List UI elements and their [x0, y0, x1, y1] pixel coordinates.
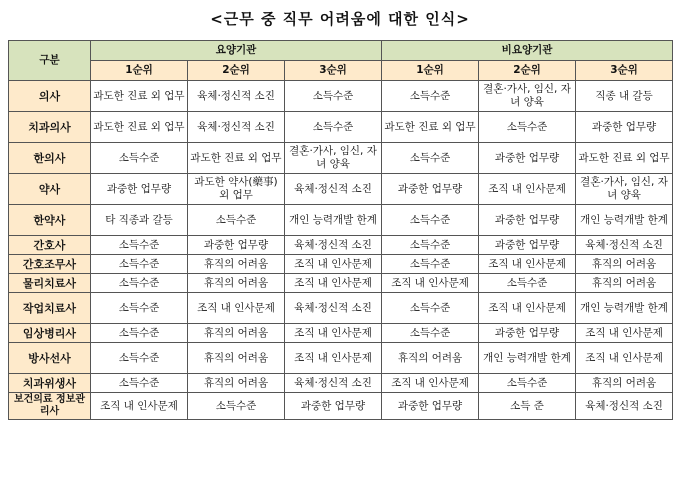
table-row	[9, 274, 673, 293]
table-cell: 결혼·가사, 임신, 자녀 양육	[576, 174, 673, 205]
table-cell: 소득수준	[382, 236, 479, 255]
table-row	[9, 174, 673, 205]
table-cell: 소득수준	[91, 374, 188, 393]
table-cell: 소득수준	[91, 324, 188, 343]
table-cell: 조직 내 인사문제	[479, 293, 576, 324]
row-label: 간호조무사	[9, 255, 91, 274]
rank-header: 2순위	[188, 61, 285, 81]
difficulty-table	[8, 40, 673, 420]
table-row	[9, 393, 673, 420]
table-cell: 소득수준	[188, 393, 285, 420]
row-label: 간호사	[9, 236, 91, 255]
table-cell: 과도한 약사(藥事) 외 업무	[188, 174, 285, 205]
table-cell: 소득수준	[91, 274, 188, 293]
table-cell: 소득수준	[91, 236, 188, 255]
table-cell: 조직 내 인사문제	[382, 374, 479, 393]
table-cell: 휴직의 어려움	[188, 324, 285, 343]
row-label: 치과위생사	[9, 374, 91, 393]
table-cell: 조직 내 인사문제	[91, 393, 188, 420]
table-cell: 육체·정신적 소진	[188, 81, 285, 112]
table-cell: 소득수준	[382, 293, 479, 324]
table-cell: 과중한 업무량	[382, 393, 479, 420]
table-cell: 소득 준	[479, 393, 576, 420]
table-cell: 과중한 업무량	[382, 174, 479, 205]
table-cell: 소득수준	[382, 205, 479, 236]
table-cell: 조직 내 인사문제	[188, 293, 285, 324]
rank-header: 1순위	[91, 61, 188, 81]
table-cell: 과도한 진료 외 업무	[576, 143, 673, 174]
table-cell: 조직 내 인사문제	[285, 274, 382, 293]
table-cell: 휴직의 어려움	[188, 274, 285, 293]
table-cell: 육체·정신적 소진	[576, 236, 673, 255]
corner-header: 구분	[9, 41, 91, 81]
table-row	[9, 324, 673, 343]
row-label: 의사	[9, 81, 91, 112]
rank-header: 3순위	[285, 61, 382, 81]
table-row	[9, 236, 673, 255]
table-cell: 조직 내 인사문제	[382, 274, 479, 293]
page-title: <근무 중 직무 어려움에 대한 인식>	[210, 10, 470, 28]
group-header-noncare: 비요양기관	[382, 41, 673, 61]
row-label: 한약사	[9, 205, 91, 236]
table-cell: 개인 능력개발 한계	[576, 205, 673, 236]
row-label: 한의사	[9, 143, 91, 174]
table-cell: 개인 능력개발 한계	[285, 205, 382, 236]
table-cell: 조직 내 인사문제	[285, 255, 382, 274]
table-cell: 육체·정신적 소진	[576, 393, 673, 420]
row-label: 임상병리사	[9, 324, 91, 343]
table-cell: 육체·정신적 소진	[285, 236, 382, 255]
table-row	[9, 255, 673, 274]
table-row	[9, 81, 673, 112]
table-cell: 휴직의 어려움	[382, 343, 479, 374]
rank-header: 1순위	[382, 61, 479, 81]
table-cell: 육체·정신적 소진	[285, 174, 382, 205]
table-cell: 소득수준	[382, 81, 479, 112]
table-row	[9, 205, 673, 236]
table-cell: 조직 내 인사문제	[285, 343, 382, 374]
table-cell: 조직 내 인사문제	[576, 343, 673, 374]
table-row	[9, 343, 673, 374]
table-cell: 조직 내 인사문제	[479, 255, 576, 274]
table-cell: 과중한 업무량	[91, 174, 188, 205]
table-cell: 조직 내 인사문제	[479, 174, 576, 205]
row-label: 작업치료사	[9, 293, 91, 324]
table-cell: 소득수준	[479, 274, 576, 293]
table-cell: 타 직종과 갈등	[91, 205, 188, 236]
table-cell: 과중한 업무량	[188, 236, 285, 255]
table-cell: 육체·정신적 소진	[285, 293, 382, 324]
table-cell: 과중한 업무량	[479, 324, 576, 343]
table-cell: 과중한 업무량	[479, 205, 576, 236]
row-label: 물리치료사	[9, 274, 91, 293]
table-cell: 과중한 업무량	[576, 112, 673, 143]
table-cell: 육체·정신적 소진	[285, 374, 382, 393]
table-cell: 소득수준	[382, 143, 479, 174]
table-cell: 과도한 진료 외 업무	[382, 112, 479, 143]
table-cell: 휴직의 어려움	[576, 274, 673, 293]
table-cell: 휴직의 어려움	[188, 343, 285, 374]
table-cell: 직종 내 갈등	[576, 81, 673, 112]
table-row	[9, 293, 673, 324]
table-cell: 결혼·가사, 임신, 자녀 양육	[479, 81, 576, 112]
table-cell: 소득수준	[479, 374, 576, 393]
rank-header: 3순위	[576, 61, 673, 81]
table-cell: 휴직의 어려움	[188, 255, 285, 274]
table-cell: 결혼·가사, 임신, 자녀 양육	[285, 143, 382, 174]
table-cell: 소득수준	[91, 293, 188, 324]
table-cell: 소득수준	[479, 112, 576, 143]
table-cell: 육체·정신적 소진	[188, 112, 285, 143]
table-row	[9, 374, 673, 393]
rank-header: 2순위	[479, 61, 576, 81]
table-cell: 과중한 업무량	[479, 143, 576, 174]
table-cell: 휴직의 어려움	[576, 255, 673, 274]
row-label: 방사선사	[9, 343, 91, 374]
table-cell: 소득수준	[382, 324, 479, 343]
table-cell: 휴직의 어려움	[188, 374, 285, 393]
table-row	[9, 143, 673, 174]
table-cell: 소득수준	[285, 112, 382, 143]
table-cell: 개인 능력개발 한계	[479, 343, 576, 374]
table-cell: 소득수준	[188, 205, 285, 236]
table-cell: 조직 내 인사문제	[576, 324, 673, 343]
table-cell: 과도한 진료 외 업무	[188, 143, 285, 174]
table-cell: 소득수준	[91, 255, 188, 274]
table-cell: 소득수준	[285, 81, 382, 112]
table-cell: 과도한 진료 외 업무	[91, 81, 188, 112]
table-cell: 소득수준	[91, 143, 188, 174]
table-cell: 과중한 업무량	[285, 393, 382, 420]
table-cell: 휴직의 어려움	[576, 374, 673, 393]
table-cell: 소득수준	[382, 255, 479, 274]
row-label: 보건의료 정보관리사	[9, 393, 91, 420]
group-header-care: 요양기관	[91, 41, 382, 61]
row-label: 치과의사	[9, 112, 91, 143]
table-cell: 소득수준	[91, 343, 188, 374]
table-cell: 개인 능력개발 한계	[576, 293, 673, 324]
table-cell: 과도한 진료 외 업무	[91, 112, 188, 143]
table-cell: 조직 내 인사문제	[285, 324, 382, 343]
table-row	[9, 112, 673, 143]
row-label: 약사	[9, 174, 91, 205]
table-cell: 과중한 업무량	[479, 236, 576, 255]
